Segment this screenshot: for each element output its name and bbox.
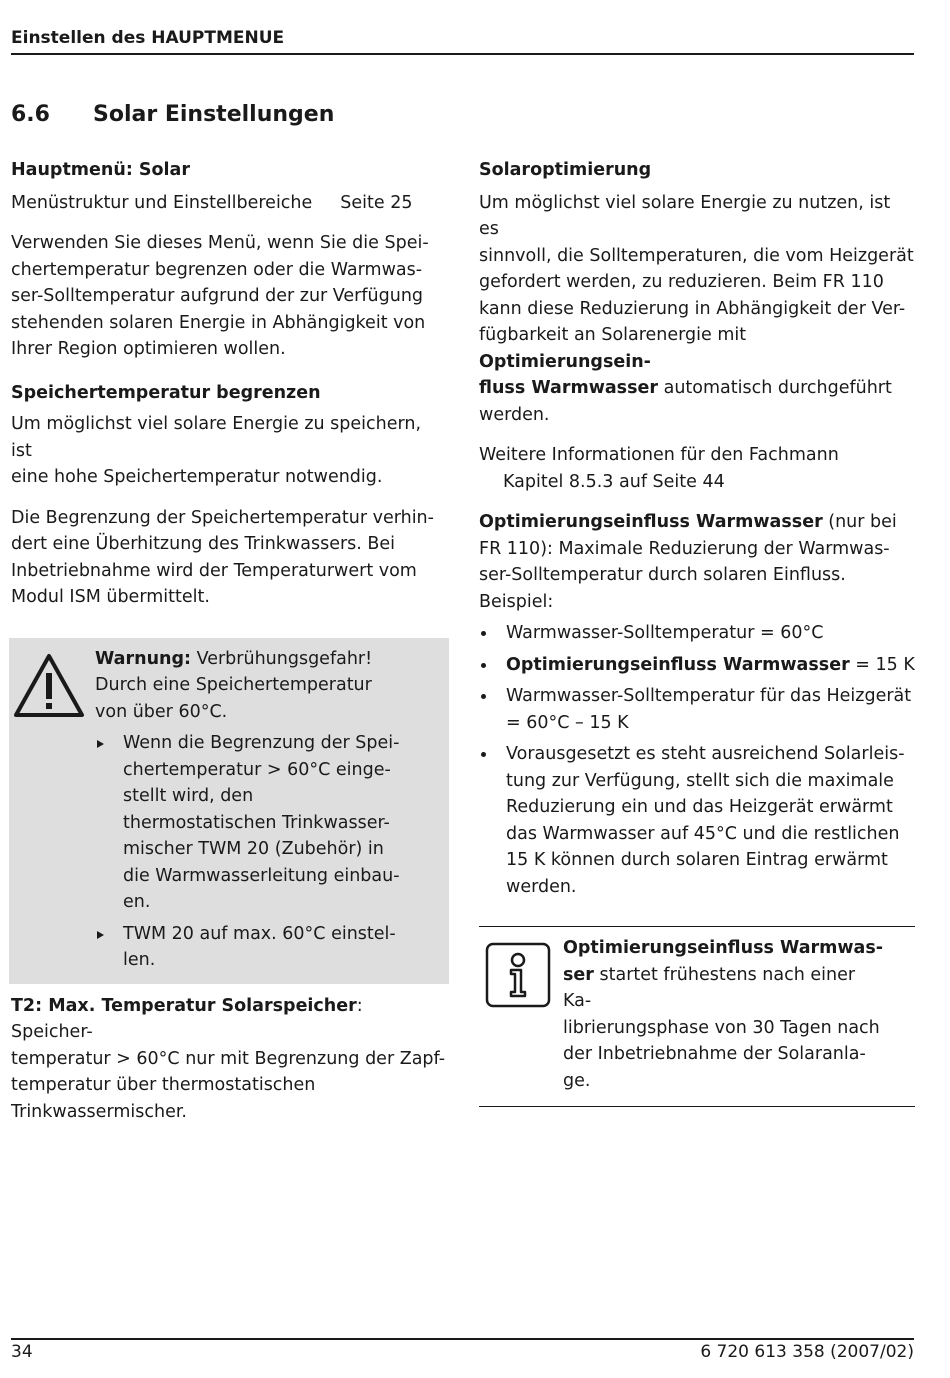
warning-steps (95, 730, 409, 974)
influence-term: Optimierungseinfluss Warmwasser (479, 512, 823, 532)
list-item (479, 683, 915, 736)
menu-reference-page: Seite 25 (340, 192, 413, 213)
menu-heading: Hauptmenü: Solar (11, 160, 190, 180)
info-note-body: startet frühestens nach einer Ka- librierungsphase von 30 Tagen nach der Inbetriebnahme der Solaranla- ge. (563, 964, 880, 1091)
left-column (11, 157, 447, 1125)
optimization-heading: Solaroptimierung (479, 160, 652, 180)
menu-reference (11, 190, 447, 217)
warning-step: TWM 20 auf max. 60°C einstel- len. (95, 921, 409, 974)
influence-text: (nur bei FR 110): Maximale Reduzierung der Warmwas- ser-Solltemperatur durch solaren Einfluss. Beispiel: (479, 512, 897, 612)
list-item-text: = 15 K (849, 654, 915, 675)
warning-box (9, 638, 449, 984)
t2-text: : Speicher- temperatur > 60°C nur mit Begrenzung der Zapf- temperatur über thermostatischen Trinkwassermischer. (11, 995, 446, 1122)
optimization-term: Optimierungsein- fluss Warmwasser (479, 351, 659, 398)
list-item-text: Warmwasser-Solltemperatur = 60°C (506, 623, 824, 643)
menu-reference-text: Menüstruktur und Einstellbereiche (11, 192, 313, 213)
warning-triangle-icon (13, 652, 85, 718)
intro-paragraph: Verwenden Sie dieses Menü, wenn Sie die Spei- chertemperatur begrenzen oder die Warmwas- ser-Solltemperatur aufgrund der zur Verfügung stehenden solaren Energie in Abhängigkeit von Ihrer Region optimieren wollen. (11, 233, 429, 359)
warning-label: Warnung: (95, 648, 192, 669)
chapter-reference: Kapitel 8.5.3 auf Seite 44 (503, 471, 725, 492)
section-number: 6.6 (11, 102, 50, 127)
optimization-paragraph (479, 190, 915, 429)
info-note (479, 926, 915, 1107)
list-item-text: Vorausgesetzt es steht ausreichend Solarleis- tung zur Verfügung, stellt sich die maximale Reduzierung ein und das Heizgerät erwärmt das Warmwasser auf 45°C und die restlichen 15 K können durch solaren Eintrag erwärmt werden. (506, 744, 905, 897)
section-title-text: Solar Einstellungen (93, 102, 335, 127)
section-title (11, 102, 334, 127)
document-number: 6 720 613 358 (2007/02) (700, 1342, 914, 1362)
influence-paragraph (479, 509, 915, 615)
list-item-bold: Optimierungseinfluss Warmwasser (506, 654, 850, 675)
limit-heading: Speichertemperatur begrenzen (11, 382, 321, 403)
warning-step: Wenn die Begrenzung der Spei- chertemperatur > 60°C einge- stellt wird, den thermostatischen Trinkwasser- mischer TWM 20 (Zubehör) in die Warmwasserleitung einbau- en. (95, 730, 409, 916)
info-note-text (563, 935, 885, 1094)
info-icon (485, 942, 551, 1008)
more-info: Weitere Informationen für den Fachmann (479, 445, 839, 465)
optimization-text-end: automatisch durchgeführt werden. (479, 378, 892, 425)
list-item (479, 741, 915, 900)
list-item (479, 652, 915, 679)
t2-label: T2: Max. Temperatur Solarspeicher (11, 995, 357, 1016)
warning-title: Verbrühungsgefahr! (191, 648, 373, 669)
limit-paragraph-2: Die Begrenzung der Speichertemperatur verhin- dert eine Überhitzung des Trinkwassers. Bei Inbetriebnahme wird der Temperaturwert vom Modul ISM übermittelt. (11, 507, 434, 607)
footer-rule (11, 1338, 914, 1340)
list-item-text: Warmwasser-Solltemperatur für das Heizgerät = 60°C – 15 K (506, 686, 912, 733)
header-rule (11, 53, 914, 55)
t2-paragraph (11, 993, 447, 1126)
right-column (479, 157, 915, 1107)
info-note-term: Optimierungseinfluss Warmwas- ser (563, 938, 884, 985)
running-header: Einstellen des HAUPTMENUE (11, 28, 285, 48)
page-number: 34 (11, 1342, 33, 1362)
example-list (479, 620, 915, 900)
warning-headline (95, 646, 409, 673)
warning-text: Durch eine Speichertemperatur von über 60°C. (95, 675, 372, 722)
limit-paragraph-1: Um möglichst viel solare Energie zu speichern, ist eine hohe Speichertemperatur notwendig. (11, 414, 422, 487)
list-item (479, 620, 915, 647)
optimization-text: Um möglichst viel solare Energie zu nutzen, ist es sinnvoll, die Solltemperaturen, die vom Heizgerät gefordert werden, zu reduzieren. Beim FR 110 kann diese Reduzierung in Abhängigkeit der Ver- fügbarkeit an Solarenergie mit (479, 192, 914, 345)
